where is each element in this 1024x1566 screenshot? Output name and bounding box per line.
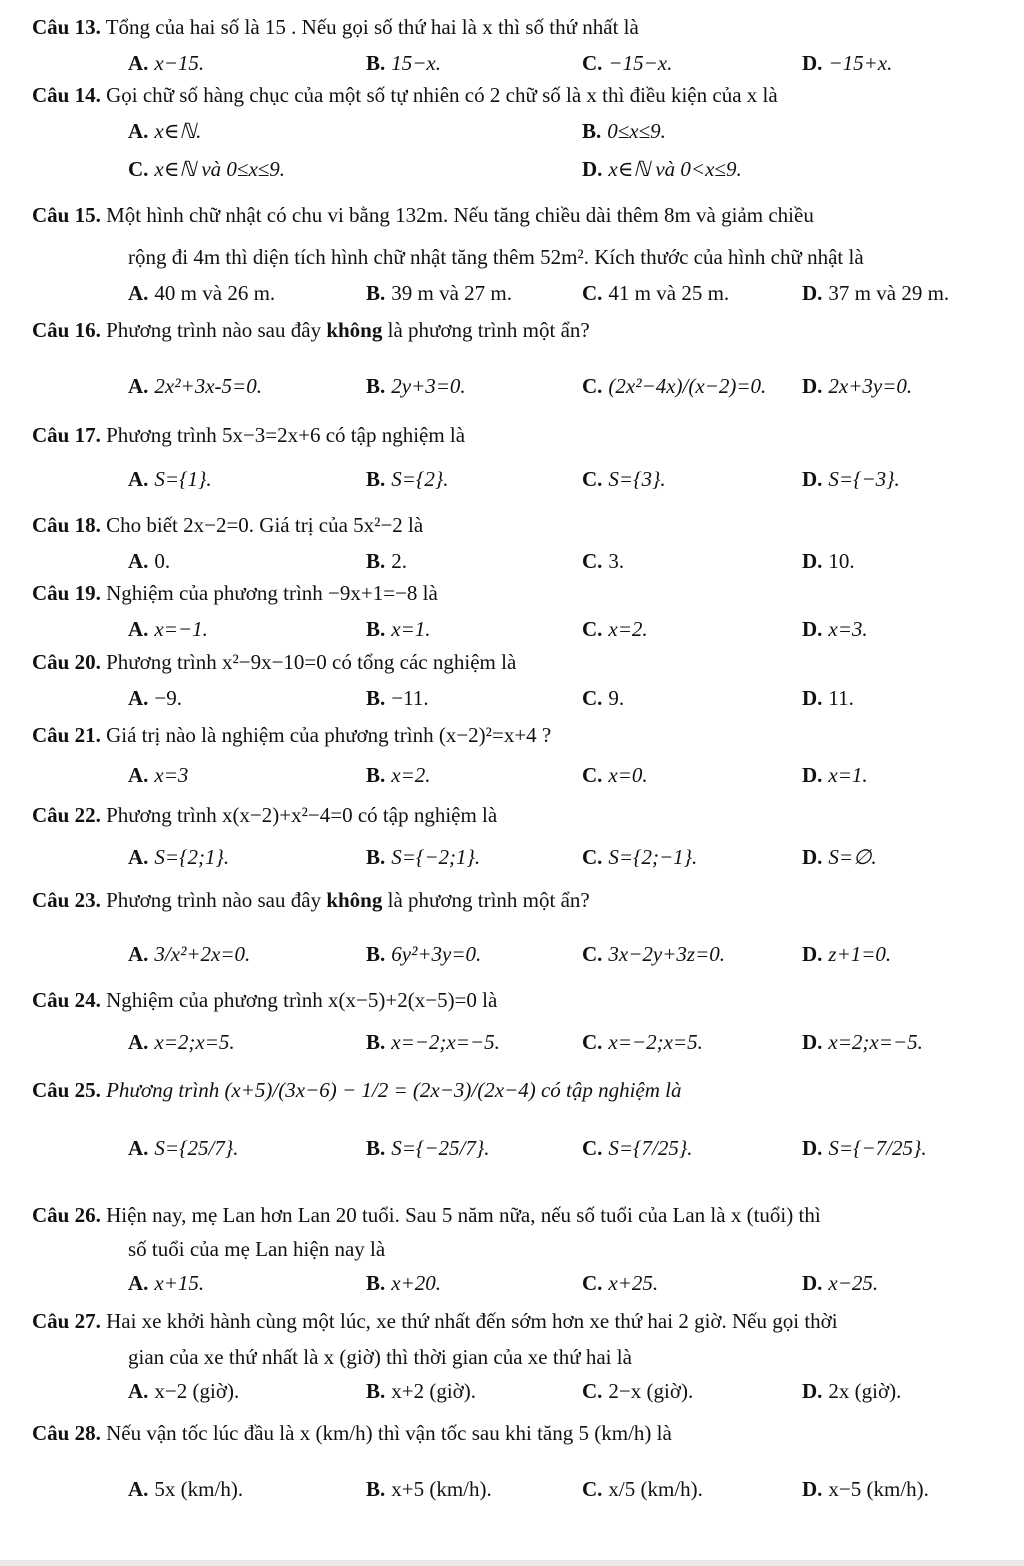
- option-b[interactable]: B. x+20.: [366, 1271, 442, 1295]
- option-c[interactable]: C. S={7/25}.: [582, 1136, 693, 1160]
- question-number: Câu 26.: [32, 1203, 101, 1227]
- option-a[interactable]: A. x−15.: [128, 51, 205, 75]
- option-c[interactable]: C. (2x²−4x)/(x−2)=0.: [582, 374, 767, 398]
- question-text: Hai xe khởi hành cùng một lúc, xe thứ nhất đến sớm hơn xe thứ hai 2 giờ. Nếu gọi thời: [106, 1309, 838, 1333]
- question-text: Tổng của hai số là 15 . Nếu gọi số thứ hai là x thì số thứ nhất là: [105, 15, 639, 39]
- option-a[interactable]: A. x+15.: [128, 1271, 205, 1295]
- question-text: Phương trình nào sau đây: [106, 318, 327, 342]
- option-c[interactable]: C. S={3}.: [582, 467, 666, 491]
- option-d[interactable]: D. 10.: [802, 549, 855, 573]
- option-c[interactable]: C. x∈ℕ và 0≤x≤9.: [128, 157, 286, 181]
- option-b[interactable]: B. 2y+3=0.: [366, 374, 466, 398]
- option-c[interactable]: C. −15−x.: [582, 51, 673, 75]
- option-a[interactable]: A. S={2;1}.: [128, 845, 230, 869]
- question-text: Nghiệm của phương trình −9x+1=−8 là: [106, 581, 438, 605]
- option-d[interactable]: D. 11.: [802, 686, 854, 710]
- question-number: Câu 21.: [32, 723, 101, 747]
- option-c[interactable]: C. x=0.: [582, 763, 648, 787]
- option-b[interactable]: B. x=2.: [366, 763, 431, 787]
- option-c[interactable]: C. x=2.: [582, 617, 648, 641]
- option-c[interactable]: C. S={2;−1}.: [582, 845, 698, 869]
- question-text: Phương trình 5x−3=2x+6 có tập nghiệm là: [106, 423, 466, 447]
- question-text-end: là phương trình một ẩn?: [382, 318, 590, 342]
- question-number: Câu 27.: [32, 1309, 101, 1333]
- question-25: [32, 1075, 1020, 1179]
- option-a[interactable]: A. x=2;x=5.: [128, 1030, 235, 1054]
- question-text-continued: rộng đi 4m thì diện tích hình chữ nhật tăng thêm 52m². Kích thước của hình chữ nhật là: [128, 245, 864, 269]
- question-text: Cho biết 2x−2=0. Giá trị của 5x²−2 là: [106, 513, 424, 537]
- option-d[interactable]: D. x=1.: [802, 763, 868, 787]
- page-bottom-edge: [0, 1560, 1024, 1566]
- option-a[interactable]: A. x=3: [128, 763, 189, 787]
- option-c[interactable]: C. 3.: [582, 549, 625, 573]
- option-a[interactable]: A. 2x²+3x-5=0.: [128, 374, 262, 398]
- question-emphasis: không: [326, 888, 383, 912]
- option-d[interactable]: D. x−25.: [802, 1271, 879, 1295]
- option-b[interactable]: B. 6y²+3y=0.: [366, 942, 482, 966]
- option-b[interactable]: B. x=1.: [366, 617, 431, 641]
- question-number: Câu 28.: [32, 1421, 101, 1445]
- question-20: [32, 647, 1020, 719]
- question-23: [32, 885, 1020, 989]
- question-13: [32, 12, 1020, 84]
- option-a[interactable]: A. x∈ℕ.: [128, 119, 202, 143]
- question-number: Câu 24.: [32, 988, 101, 1012]
- question-number: Câu 14.: [32, 83, 101, 107]
- option-a[interactable]: A. 3/x²+2x=0.: [128, 942, 251, 966]
- option-d[interactable]: D. x−5 (km/h).: [802, 1477, 929, 1501]
- question-number: Câu 25.: [32, 1078, 101, 1102]
- option-c[interactable]: C. x=−2;x=5.: [582, 1030, 703, 1054]
- question-text-end: là phương trình một ẩn?: [382, 888, 590, 912]
- option-b[interactable]: B. 2.: [366, 549, 408, 573]
- question-number: Câu 20.: [32, 650, 101, 674]
- option-b[interactable]: B. x+5 (km/h).: [366, 1477, 492, 1501]
- option-d[interactable]: D. z+1=0.: [802, 942, 892, 966]
- option-b[interactable]: B. x+2 (giờ).: [366, 1379, 477, 1403]
- question-22: [32, 800, 1020, 878]
- option-a[interactable]: A. 5x (km/h).: [128, 1477, 244, 1501]
- option-b[interactable]: B. S={−25/7}.: [366, 1136, 490, 1160]
- option-b[interactable]: B. 15−x.: [366, 51, 442, 75]
- option-d[interactable]: D. S=∅.: [802, 845, 877, 869]
- question-15: [32, 200, 1020, 314]
- question-text-continued: gian của xe thứ nhất là x (giờ) thì thời gian của xe thứ hai là: [128, 1345, 632, 1369]
- option-c[interactable]: C. 9.: [582, 686, 625, 710]
- question-text: Một hình chữ nhật có chu vi bằng 132m. Nếu tăng chiều dài thêm 8m và giảm chiều: [106, 203, 814, 227]
- question-24: [32, 985, 1020, 1063]
- question-text: Phương trình nào sau đây: [106, 888, 327, 912]
- option-d[interactable]: D. x∈ℕ và 0<x≤9.: [582, 157, 742, 181]
- option-c[interactable]: C. 2−x (giờ).: [582, 1379, 694, 1403]
- question-text: Nếu vận tốc lúc đầu là x (km/h) thì vận tốc sau khi tăng 5 (km/h) là: [106, 1421, 672, 1445]
- question-number: Câu 13.: [32, 15, 101, 39]
- option-d[interactable]: D. 2x (giờ).: [802, 1379, 902, 1403]
- option-a[interactable]: A. x=−1.: [128, 617, 208, 641]
- option-d[interactable]: D. S={−3}.: [802, 467, 900, 491]
- option-b[interactable]: B. S={−2;1}.: [366, 845, 481, 869]
- option-b[interactable]: B. 0≤x≤9.: [582, 119, 666, 143]
- question-21: [32, 720, 1020, 796]
- question-number: Câu 17.: [32, 423, 101, 447]
- question-text: Nghiệm của phương trình x(x−5)+2(x−5)=0 là: [106, 988, 498, 1012]
- option-b[interactable]: B. −11.: [366, 686, 429, 710]
- question-14: [32, 80, 1020, 188]
- option-d[interactable]: D. 2x+3y=0.: [802, 374, 913, 398]
- question-28: [32, 1418, 1020, 1518]
- option-b[interactable]: B. x=−2;x=−5.: [366, 1030, 500, 1054]
- question-number: Câu 19.: [32, 581, 101, 605]
- option-d[interactable]: D. −15+x.: [802, 51, 893, 75]
- question-emphasis: không: [326, 318, 383, 342]
- option-d[interactable]: D. S={−7/25}.: [802, 1136, 927, 1160]
- question-18: [32, 510, 1020, 582]
- option-b[interactable]: B. 39 m và 27 m.: [366, 281, 513, 305]
- option-a[interactable]: A. S={1}.: [128, 467, 212, 491]
- option-c[interactable]: C. x+25.: [582, 1271, 659, 1295]
- question-text: Phương trình (x+5)/(3x−6) − 1/2 = (2x−3)/(2x−4) có tập nghiệm là: [106, 1078, 682, 1102]
- option-c[interactable]: C. x/5 (km/h).: [582, 1477, 703, 1501]
- question-text: Gọi chữ số hàng chục của một số tự nhiên có 2 chữ số là x thì điều kiện của x là: [106, 83, 778, 107]
- question-text: Hiện nay, mẹ Lan hơn Lan 20 tuổi. Sau 5 năm nữa, nếu số tuổi của Lan là x (tuổi) thì: [106, 1203, 821, 1227]
- option-c[interactable]: C. 41 m và 25 m.: [582, 281, 730, 305]
- question-text: Phương trình x(x−2)+x²−4=0 có tập nghiệm là: [106, 803, 498, 827]
- question-26: [32, 1200, 1020, 1304]
- option-a[interactable]: A. −9.: [128, 686, 183, 710]
- question-text-continued: số tuổi của mẹ Lan hiện nay là: [128, 1237, 386, 1261]
- option-a[interactable]: A. S={25/7}.: [128, 1136, 239, 1160]
- question-16: [32, 315, 1020, 423]
- question-19: [32, 578, 1020, 650]
- option-d[interactable]: D. 37 m và 29 m.: [802, 281, 950, 305]
- question-number: Câu 22.: [32, 803, 101, 827]
- option-a[interactable]: A. 0.: [128, 549, 171, 573]
- question-27: [32, 1306, 1020, 1412]
- question-number: Câu 15.: [32, 203, 101, 227]
- question-number: Câu 18.: [32, 513, 101, 537]
- option-a[interactable]: A. 40 m và 26 m.: [128, 281, 276, 305]
- option-c[interactable]: C. 3x−2y+3z=0.: [582, 942, 725, 966]
- option-d[interactable]: D. x=3.: [802, 617, 868, 641]
- question-17: [32, 420, 1020, 500]
- question-text: Phương trình x²−9x−10=0 có tổng các nghiệm là: [106, 650, 517, 674]
- option-d[interactable]: D. x=2;x=−5.: [802, 1030, 923, 1054]
- option-b[interactable]: B. S={2}.: [366, 467, 449, 491]
- question-number: Câu 16.: [32, 318, 101, 342]
- option-a[interactable]: A. x−2 (giờ).: [128, 1379, 240, 1403]
- question-text: Giá trị nào là nghiệm của phương trình (x−2)²=x+4 ?: [106, 723, 552, 747]
- question-number: Câu 23.: [32, 888, 101, 912]
